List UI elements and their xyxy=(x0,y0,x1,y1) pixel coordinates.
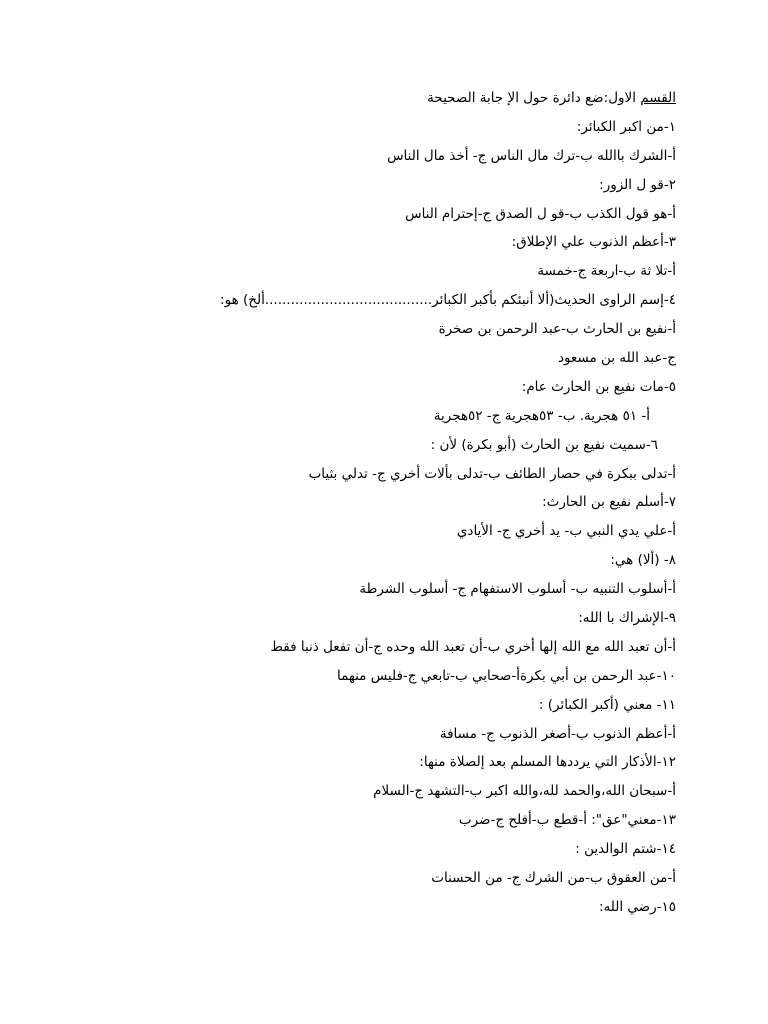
question-1: ١-من اكبر الكبائر: xyxy=(576,118,676,135)
question-12-options: أ-سبحان الله،والحمد لله،والله اكبر ب-التشهد ج-السلام xyxy=(373,783,676,800)
question-11-options: أ-أعظم الذنوب ب-أصغر الذنوب ج- مسافة xyxy=(439,725,676,742)
section-header xyxy=(116,84,676,113)
question-8: ٨- (ألا) هي: xyxy=(610,552,676,569)
question-4-options-continued: ج-عبد الله بن مسعود xyxy=(557,350,676,367)
question-6: ٦-سميت نفيع بن الحارث (أبو بكرة) لأن : xyxy=(430,436,658,453)
question-9: ٩-الإشراك با الله: xyxy=(578,610,676,627)
question-12: ١٢-الأذكار التي يرددها المسلم بعد إلصلاة منها: xyxy=(419,754,676,771)
question-9-options: أ-أن تعبد الله مع الله إلها أخري ب-أن تعبد الله وحده ج-أن تفعل ذنبا فقط xyxy=(270,638,676,655)
question-10: ١٠-عبد الرحمن بن أبي بكرةأ-صحابي ب-تابعي ج-فليس منهما xyxy=(336,667,676,684)
question-2: ٢-قو ل الزور: xyxy=(599,176,676,193)
question-3: ٣-أعظم الذنوب علي الإطلاق: xyxy=(511,234,676,251)
question-4: ٤-إسم الراوى الحديث(ألا أنبئكم بأكبر الكبائر.......................................ألخ) هو: xyxy=(220,292,676,309)
question-1-options: أ-الشرك باالله ب-ترك مال الناس ج- أخذ مال الناس xyxy=(387,147,676,164)
question-14-options: أ-من العقوق ب-من الشرك ج- من الحسنات xyxy=(431,870,676,887)
question-5: ٥-مات نفيع بن الحارث عام: xyxy=(521,378,676,395)
question-13: ١٣-معني"عق": أ-قطع ب-أفلح ج-ضرب xyxy=(458,812,676,829)
question-8-options: أ-أسلوب التنبيه ب- أسلوب الاستفهام ج- أسلوب الشرطة xyxy=(359,581,676,598)
question-14: ١٤-شتم الوالدين : xyxy=(575,841,676,858)
question-15: ١٥-رضي الله: xyxy=(598,898,676,915)
question-2-options: أ-هو قول الكذب ب-قو ل الصدق ج-إحترام الناس xyxy=(405,205,676,222)
section-header-text: الاول:ضع دائرة حول الإ جابة الصحيحة xyxy=(427,90,641,106)
section-header-underlined: القسم xyxy=(640,90,676,106)
question-6-options: أ-تدلى ببكرة في حصار الطائف ب-تدلى بألات أخري ج- تدلي بثياب xyxy=(308,465,676,482)
question-11: ١١- معني (أكبر الكبائر) : xyxy=(538,696,676,713)
question-7: ٧-أسلم نفيع بن الحارث: xyxy=(542,494,676,511)
question-3-options: أ-تلا ثة ب-اربعة ج-خمسة xyxy=(537,263,676,280)
question-5-options: أ- ٥١ هجرية. ب- ٥٣هجرية ج- ٥٢هجرية xyxy=(433,407,650,424)
question-4-options: أ-نفيع بن الحارث ب-عبد الرحمن بن صخرة xyxy=(438,321,676,338)
question-list xyxy=(116,84,676,922)
question-7-options: أ-علي يدي النبي ب- يد أخري ج- الأيادي xyxy=(456,523,676,540)
